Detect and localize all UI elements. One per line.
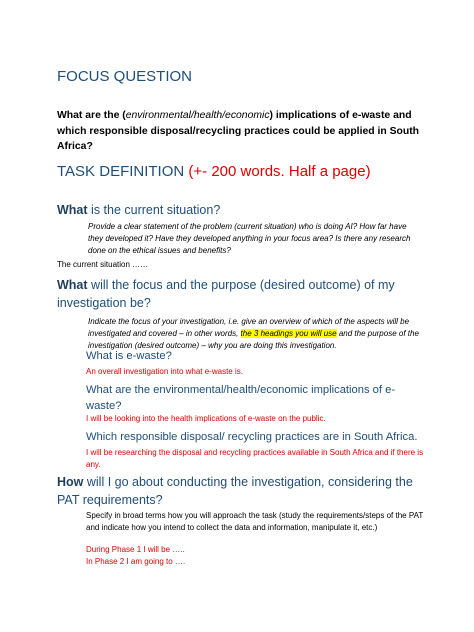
section-heading-bold: What (57, 203, 88, 217)
focus-question-suffix: ) implications of e-waste and which responsible disposal/recycling practices could be applied in South Africa? (57, 110, 420, 152)
section-how-heading (57, 473, 417, 509)
instructions-part-b: and the purpose of the investigation (desired outcome) – why you are doing this investigation. (88, 329, 419, 350)
focus-purpose-instructions (88, 316, 423, 352)
subheading-implications: What are the environmental/health/economic implications of e-waste? (86, 384, 396, 412)
highlighted-text: the 3 headings you will use (240, 329, 337, 338)
phase-2-text: In Phase 2 I am going to …. (86, 557, 186, 566)
current-situation-instructions: Provide a clear statement of the problem (current situation) who is doing AI? How far have they developed it? Have they developed anything in your focus area? Is there any research done on the ethical issues and benefits? (88, 222, 411, 255)
subheading-disposal-practices: Which responsible disposal/ recycling practices are in South Africa. (86, 431, 418, 443)
current-situation-answer: The current situation …… (57, 260, 149, 269)
section-heading-rest: is the current situation? (87, 203, 221, 217)
task-heading-text: TASK DEFINITION (57, 163, 189, 180)
answer-disposal-practices: I will be researching the disposal and recycling practices available in South Africa and if there is any. (86, 448, 424, 469)
phase-1-text: During Phase 1 I will be ….. (86, 545, 185, 554)
focus-question-heading: FOCUS QUESTION (57, 68, 193, 85)
answer-what-is-ewaste: An overall investigation into what e-waste is. (86, 367, 243, 376)
how-instructions: Specify in broad terms how you will approach the task (study the requirements/steps of the PAT and indicate how you intend to collect the data and information, manipulate it, etc.) (86, 511, 424, 532)
section-heading-bold: How (57, 475, 84, 489)
section-heading-rest: will the focus and the purpose (desired outcome) of my investigation be? (57, 278, 395, 310)
section-current-situation-heading (57, 201, 437, 219)
focus-question-text (57, 108, 427, 155)
focus-question-prefix: What are the ( (57, 110, 126, 121)
task-definition-heading (57, 163, 371, 180)
answer-implications: I will be looking into the health implications of e-waste on the public. (86, 414, 326, 423)
instructions-part-a: Indicate the focus of your investigation, i.e. give an overview of which of the aspects will be investigated and covered – in other words, (88, 317, 410, 338)
focus-question-italic: environmental/health/economic (125, 110, 270, 121)
section-heading-bold: What (57, 278, 88, 292)
subheading-what-is-ewaste: What is e-waste? (86, 350, 172, 362)
section-heading-rest: will I go about conducting the investigation, considering the PAT requirements? (57, 475, 413, 507)
section-focus-purpose-heading (57, 276, 417, 312)
task-heading-note: (+- 200 words. Half a page) (188, 163, 371, 180)
